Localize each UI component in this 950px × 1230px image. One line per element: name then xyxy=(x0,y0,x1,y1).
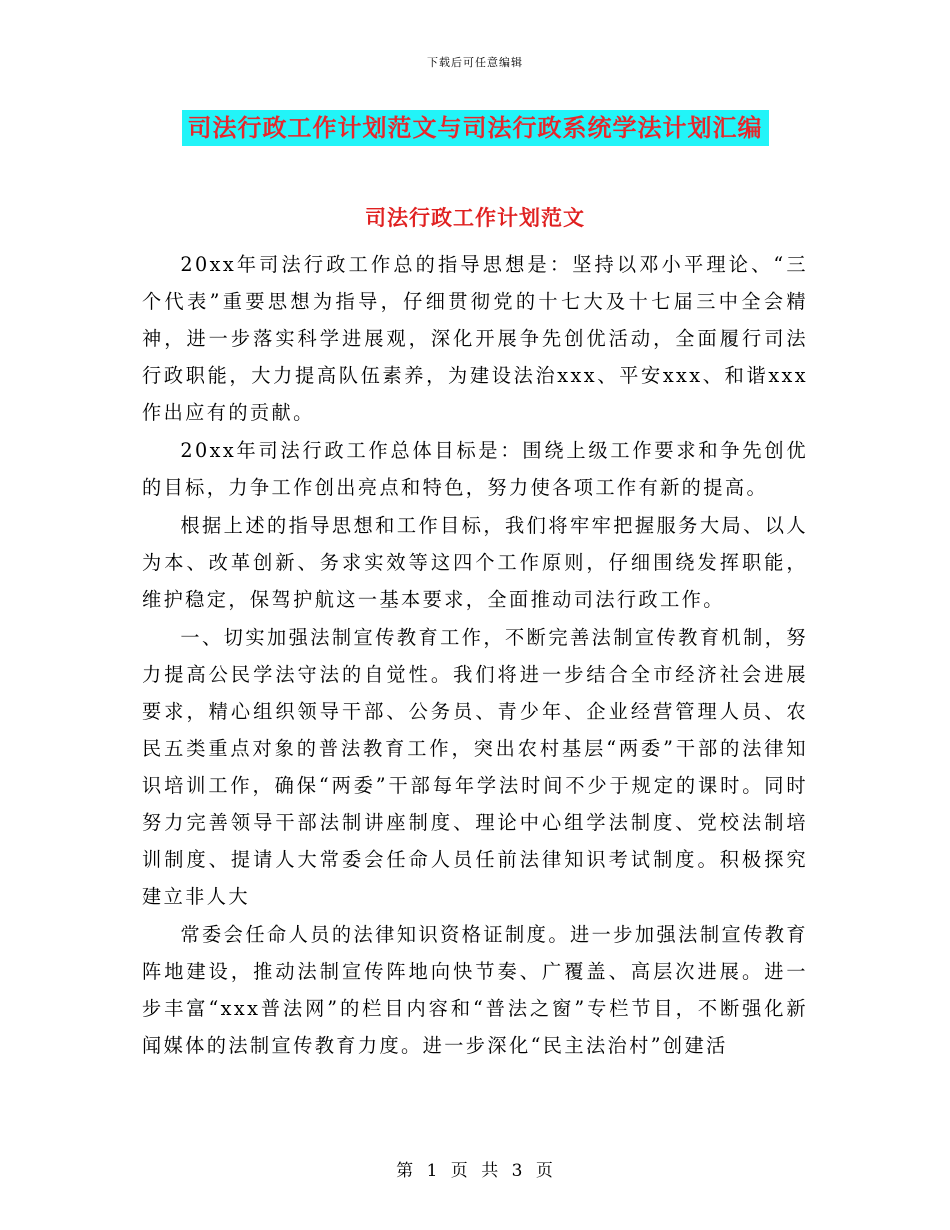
page-label-mid: 页 xyxy=(450,1161,469,1181)
document-body xyxy=(142,246,808,1065)
paragraph-1: 20xx年司法行政工作总的指导思想是：坚持以邓小平理论、“三个代表”重要思想为指导，仔细贯彻党的十七大及十七届三中全会精神，进一步落实科学进展观，深化开展争先创优活动，全面履行司法行政职能，大力提高队伍素养，为建设法治xxx、平安xxx、和谐xxx作出应有的贡献。 xyxy=(142,253,808,424)
document-title: 司法行政工作计划范文与司法行政系统学法计划汇编 xyxy=(182,110,769,146)
paragraph-3: 根据上述的指导思想和工作目标，我们将牢牢把握服务大局、以人为本、改革创新、务求实效等这四个工作原则，仔细围绕发挥职能，维护稳定，保驾护航这一基本要求，全面推动司法行政工作。 xyxy=(142,514,808,611)
page-label-total-prefix: 共 xyxy=(481,1161,500,1181)
page-number-footer xyxy=(0,1156,950,1181)
page-label-prefix: 第 xyxy=(396,1161,415,1181)
document-title-block xyxy=(0,110,950,146)
page-label-suffix: 页 xyxy=(535,1161,554,1181)
paragraph-2: 20xx年司法行政工作总体目标是：围绕上级工作要求和争先创优的目标，力争工作创出亮点和特色，努力使各项工作有新的提高。 xyxy=(142,439,808,499)
page-total: 3 xyxy=(511,1161,524,1181)
paragraph-5: 常委会任命人员的法律知识资格证制度。进一步加强法制宣传教育阵地建设，推动法制宣传阵地向快节奏、广覆盖、高层次进展。进一步丰富“xxx普法网”的栏目内容和“普法之窗”专栏节目，不断强化新闻媒体的法制宣传教育力度。进一步深化“民主法治村”创建活 xyxy=(142,923,808,1057)
page-current: 1 xyxy=(426,1161,439,1181)
section-title: 司法行政工作计划范文 xyxy=(365,205,585,230)
paragraph-4: 一、切实加强法制宣传教育工作，不断完善法制宣传教育机制，努力提高公民学法守法的自觉性。我们将进一步结合全市经济社会进展要求，精心组织领导干部、公务员、青少年、企业经营管理人员、农民五类重点对象的普法教育工作，突出农村基层“两委”干部的法律知识培训工作，确保“两委”干部每年学法时间不少于规定的课时。同时努力完善领导干部法制讲座制度、理论中心组学法制度、党校法制培训制度、提请人大常委会任命人员任前法律知识考试制度。积极探究建立非人大 xyxy=(142,626,808,908)
page-header-note: 下载后可任意编辑 xyxy=(427,56,523,69)
